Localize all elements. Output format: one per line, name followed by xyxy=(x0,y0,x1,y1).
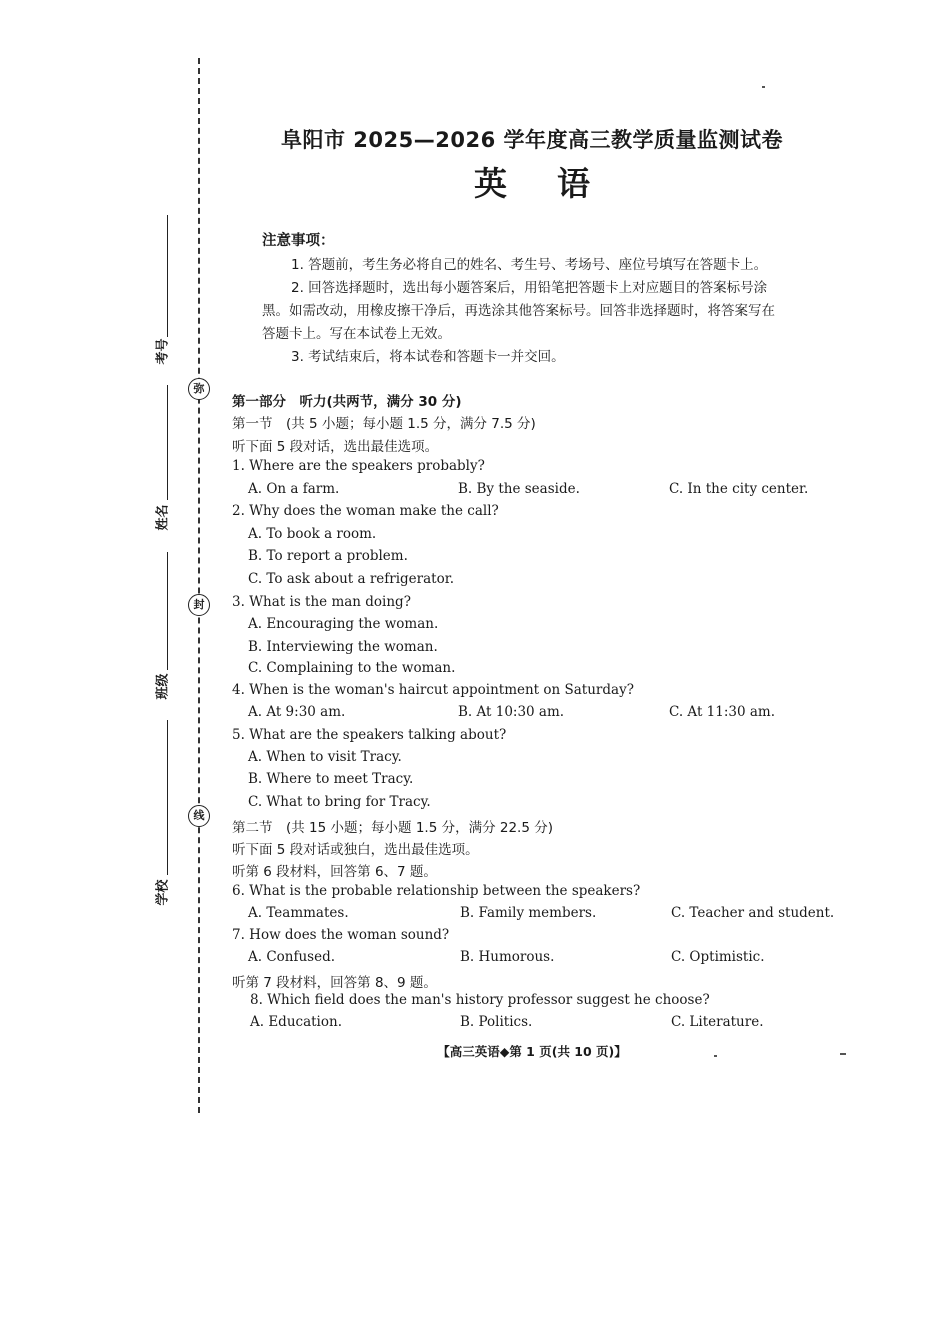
notice-line-3: 黑。如需改动，用橡皮擦干净后，再选涂其他答案标号。回答非选择题时，将答案写在 xyxy=(262,303,775,319)
seal-mark-xian: 线 xyxy=(188,805,210,827)
q7-option-c: C. Optimistic. xyxy=(671,949,765,965)
q5-option-b: B. Where to meet Tracy. xyxy=(248,771,414,787)
exam-number-label: 考号 xyxy=(155,338,171,365)
seal-mark-feng: 封 xyxy=(188,594,210,616)
q2-option-a: A. To book a room. xyxy=(248,526,377,542)
q6-option-c: C. Teacher and student. xyxy=(671,905,835,921)
name-write-line xyxy=(167,385,168,500)
q4-option-c: C. At 11:30 am. xyxy=(669,704,775,720)
q1-option-c: C. In the city center. xyxy=(669,481,809,497)
material-7-instruction: 听第 7 段材料，回答第 8、9 题。 xyxy=(232,975,437,991)
q4-option-b: B. At 10:30 am. xyxy=(458,704,565,720)
question-4: 4. When is the woman's haircut appointment on Saturday? xyxy=(232,682,634,698)
q6-option-a: A. Teammates. xyxy=(248,905,349,921)
question-5: 5. What are the speakers talking about? xyxy=(232,727,507,743)
section2-heading: 第二节 (共 15 小题；每小题 1.5 分，满分 22.5 分) xyxy=(232,820,553,836)
question-2: 2. Why does the woman make the call? xyxy=(232,503,499,519)
exam-number-write-line xyxy=(167,215,168,337)
question-7: 7. How does the woman sound? xyxy=(232,927,450,943)
subject-title: 英语 xyxy=(474,164,640,203)
notice-line-1: 1. 答题前，考生务必将自己的姓名、考生号、考场号、座位号填写在答题卡上。 xyxy=(291,257,768,273)
question-8: 8. Which field does the man's history professor suggest he choose? xyxy=(250,992,710,1008)
class-label: 班级 xyxy=(155,673,171,700)
q2-option-b: B. To report a problem. xyxy=(248,548,408,564)
question-6: 6. What is the probable relationship between the speakers? xyxy=(232,883,641,899)
q1-option-b: B. By the seaside. xyxy=(458,481,580,497)
q8-option-a: A. Education. xyxy=(250,1014,342,1030)
class-write-line xyxy=(167,552,168,670)
part1-heading: 第一部分 听力(共两节，满分 30 分) xyxy=(232,394,462,410)
section1-instruction: 听下面 5 段对话，选出最佳选项。 xyxy=(232,439,439,455)
notice-heading: 注意事项： xyxy=(262,233,335,249)
q7-option-b: B. Humorous. xyxy=(460,949,555,965)
material-6-instruction: 听第 6 段材料，回答第 6、7 题。 xyxy=(232,864,437,880)
scan-speck xyxy=(840,1053,846,1055)
question-1: 1. Where are the speakers probably? xyxy=(232,458,485,474)
notice-line-4: 答题卡上。写在本试卷上无效。 xyxy=(262,326,451,342)
page-footer: 【高三英语◆第 1 页(共 10 页)】 xyxy=(437,1044,627,1059)
question-3: 3. What is the man doing? xyxy=(232,594,411,610)
name-label: 姓名 xyxy=(155,504,171,531)
q8-option-b: B. Politics. xyxy=(460,1014,533,1030)
binding-dashed-line xyxy=(198,58,200,1113)
section2-instruction: 听下面 5 段对话或独白，选出最佳选项。 xyxy=(232,842,479,858)
scan-speck xyxy=(714,1055,717,1057)
q7-option-a: A. Confused. xyxy=(248,949,336,965)
q4-option-a: A. At 9:30 am. xyxy=(248,704,346,720)
section1-heading: 第一节 (共 5 小题；每小题 1.5 分，满分 7.5 分) xyxy=(232,416,536,432)
q2-option-c: C. To ask about a refrigerator. xyxy=(248,571,454,587)
notice-line-5: 3. 考试结束后，将本试卷和答题卡一并交回。 xyxy=(291,349,565,365)
q1-option-a: A. On a farm. xyxy=(248,481,340,497)
q5-option-a: A. When to visit Tracy. xyxy=(248,749,402,765)
scan-speck xyxy=(762,86,765,88)
q8-option-c: C. Literature. xyxy=(671,1014,764,1030)
q3-option-c: C. Complaining to the woman. xyxy=(248,660,456,676)
q6-option-b: B. Family members. xyxy=(460,905,597,921)
q3-option-b: B. Interviewing the woman. xyxy=(248,639,438,655)
notice-line-2: 2. 回答选择题时，选出每小题答案后，用铅笔把答题卡上对应题目的答案标号涂 xyxy=(291,280,768,296)
school-write-line xyxy=(167,720,168,875)
q3-option-a: A. Encouraging the woman. xyxy=(248,616,439,632)
exam-title: 阜阳市 2025—2026 学年度高三教学质量监测试卷 xyxy=(280,128,783,152)
q5-option-c: C. What to bring for Tracy. xyxy=(248,794,431,810)
school-label: 学校 xyxy=(155,879,171,906)
seal-mark-mi: 弥 xyxy=(188,378,210,400)
